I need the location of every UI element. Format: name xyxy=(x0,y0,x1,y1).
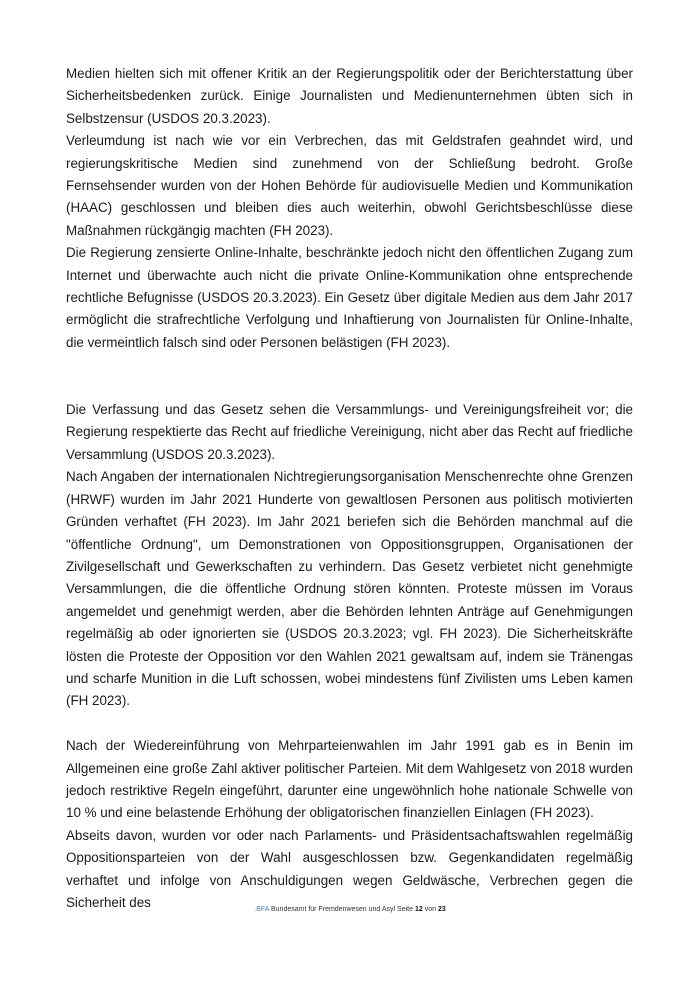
paragraph-multiparty-elections: Nach der Wiedereinführung von Mehrparteienwahlen im Jahr 1991 gab es in Benin im Allgemeinen eine große Zahl aktiver politischer Parteien. Mit dem Wahlgesetz von 2018 wurden jedoch restriktive Regeln eingeführt, darunter eine ungewöhnlich hohe nationale Schwelle von 10 % und eine belastende Erhöhung der obligatorischen finanziellen Einlagen (FH 2023). xyxy=(66,738,633,821)
paragraph-arrests-protests: Nach Angaben der internationalen Nichtregierungsorganisation Menschenrechte ohne Grenzen (HRWF) wurden im Jahr 2021 Hunderte von gewaltlosen Personen aus politisch motivierten Gründen verhaftet (FH 2023). Im Jahr 2021 beriefen sich die Behörden manchmal auf die "öffentliche Ordnung", um Demonstrationen von Oppositionsgruppen, Organisationen der Zivilgesellschaft und Gewerkschaften zu verhindern. Das Gesetz verbietet nicht genehmigte Versammlungen, die die öffentliche Ordnung stören könnten. Proteste müssen im Voraus angemeldet und genehmigt werden, aber die Behörden lehnten Anträge auf Genehmigungen regelmäßig ab oder ignorierten sie (USDOS 20.3.2023; vgl. FH 2023). Die Sicherheitskräfte lösten die Proteste der Opposition vor den Wahlen 2021 gewaltsam auf, indem sie Tränengas und scharfe Munition in die Luft schossen, wobei mindestens fünf Zivilisten ums Leben kamen (FH 2023). xyxy=(66,469,633,709)
paragraph-online-censorship: Die Regierung zensierte Online-Inhalte, beschränkte jedoch nicht den öffentlichen Zugang zum Internet und überwachte auch nicht die private Online-Kommunikation ohne entsprechende rechtliche Befugnisse (USDOS 20.3.2023). Ein Gesetz über digitale Medien aus dem Jahr 2017 ermöglicht die strafrechtliche Verfolgung und Inhaftierung von Journalisten für Online-Inhalte, die vermeintlich falsch sind oder Personen belästigen (FH 2023). xyxy=(66,245,633,350)
footer-agency-text: Bundesamt für Fremdenwesen und Asyl Seite xyxy=(269,906,415,913)
paragraph-opposition-exclusion: Abseits davon, wurden vor oder nach Parlaments- und Präsidentsachaftswahlen regelmäßig Oppositionsparteien von der Wahl ausgeschlossen bzw. Gegenkandidaten regelmäßig verhaftet und infolge von Anschuldigungen wegen Geldwäsche, Verbrechen gegen die Sicherheit des xyxy=(66,827,633,910)
section-spacer xyxy=(66,354,633,399)
page-number-total: 23 xyxy=(437,906,446,913)
section-spacer xyxy=(66,713,633,735)
bfa-logo-text: .BFA xyxy=(254,906,270,913)
paragraph-assembly-freedom: Die Verfassung und das Gesetz sehen die Versammlungs- und Vereinigungsfreiheit vor; die Regierung respektierte das Recht auf friedliche Vereinigung, nicht aber das Recht auf friedliche Versammlung (USDOS 20.3.2023). xyxy=(66,402,633,462)
document-body xyxy=(66,63,633,914)
paragraph-defamation: Verleumdung ist nach wie vor ein Verbrechen, das mit Geldstrafen geahndet wird, und regierungskritische Medien sind zunehmend von der Schließung bedroht. Große Fernsehsender wurden von der Hohen Behörde für audiovisuelle Medien und Kommunikation (HAAC) geschlossen und bleiben dies auch weiterhin, obwohl Gerichtsbeschlüsse diese Maßnahmen rückgängig machten (FH 2023). xyxy=(66,133,633,238)
page-footer xyxy=(0,906,700,913)
paragraph-media-self-censorship: Medien hielten sich mit offener Kritik an der Regierungspolitik oder der Berichterstattung über Sicherheitsbedenken zurück. Einige Journalisten und Medienunternehmen übten sich in Selbstzensur (USDOS 20.3.2023). xyxy=(66,66,633,126)
page-separator: von xyxy=(422,906,438,913)
page-number-current: 12 xyxy=(414,906,423,913)
